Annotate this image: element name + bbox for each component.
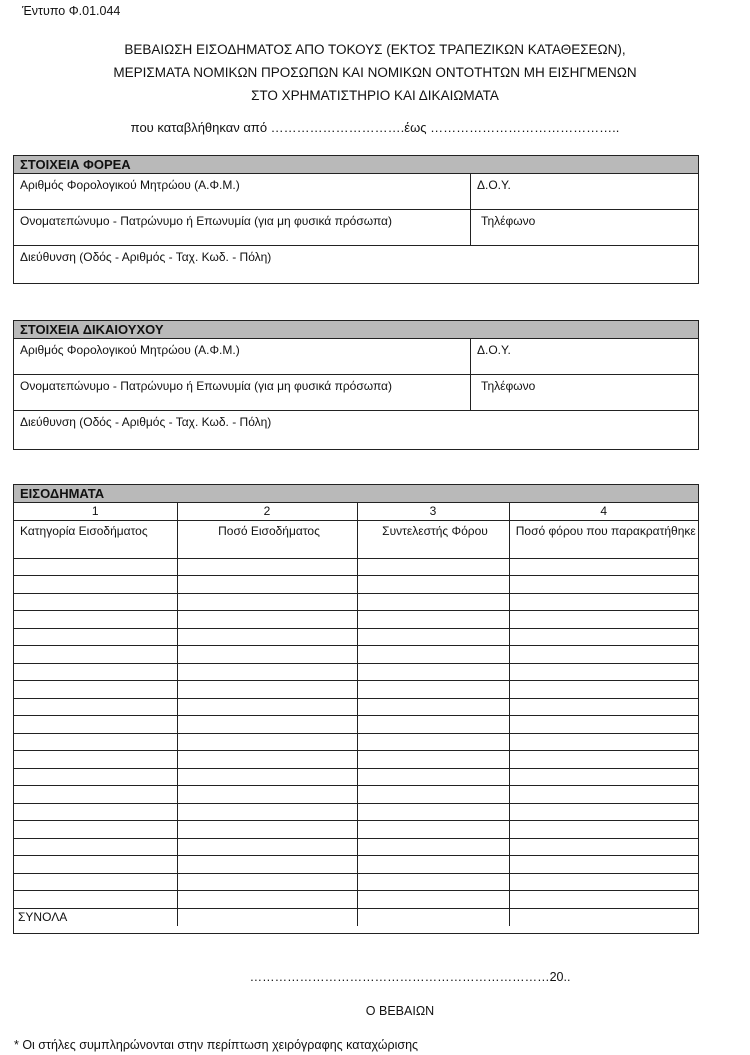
income-entry-row	[14, 611, 698, 629]
payer-phone-field[interactable]: Τηλέφωνο	[470, 210, 698, 245]
income-entry-cell[interactable]	[14, 558, 177, 576]
income-entry-cell[interactable]	[509, 821, 698, 839]
title-line-1: ΒΕΒΑΙΩΣΗ ΕΙΣΟΔΗΜΑΤΟΣ ΑΠΟ ΤΟΚΟΥΣ (ΕΚΤΟΣ ΤΡΑΠΕΖΙΚΩΝ ΚΑΤΑΘΕΣΕΩΝ),	[124, 42, 626, 57]
income-entry-row	[14, 733, 698, 751]
beneficiary-doy-field[interactable]: Δ.Ο.Υ.	[470, 339, 698, 374]
income-entry-cell[interactable]	[177, 681, 357, 699]
totals-cell[interactable]	[509, 908, 698, 926]
income-entry-cell[interactable]	[177, 733, 357, 751]
document-title	[0, 38, 750, 107]
income-entry-row	[14, 838, 698, 856]
income-entry-row	[14, 751, 698, 769]
income-entry-cell[interactable]	[177, 716, 357, 734]
income-entry-cell[interactable]	[509, 576, 698, 594]
income-entry-cell[interactable]	[357, 821, 509, 839]
income-entry-row	[14, 628, 698, 646]
income-entry-cell[interactable]	[357, 663, 509, 681]
income-entry-cell[interactable]	[357, 628, 509, 646]
payer-row-name	[14, 210, 698, 246]
income-entry-cell[interactable]	[509, 698, 698, 716]
payer-doy-field[interactable]: Δ.Ο.Υ.	[470, 174, 698, 209]
title-line-2: ΜΕΡΙΣΜΑΤΑ ΝΟΜΙΚΩΝ ΠΡΟΣΩΠΩΝ ΚΑΙ ΝΟΜΙΚΩΝ ΟΝΤΟΤΗΤΩΝ ΜΗ ΕΙΣΗΓΜΕΝΩΝ	[113, 65, 637, 80]
column-header-tax-rate: Συντελεστής Φόρου	[357, 520, 509, 558]
payer-row-afm	[14, 174, 698, 210]
income-entry-cell[interactable]	[14, 716, 177, 734]
income-entry-cell[interactable]	[177, 856, 357, 874]
payer-section-heading: ΣΤΟΙΧΕΙΑ ΦΟΡΕΑ	[14, 156, 698, 174]
income-entry-row	[14, 716, 698, 734]
income-entry-cell[interactable]	[357, 768, 509, 786]
income-entry-row	[14, 873, 698, 891]
income-entry-cell[interactable]	[177, 768, 357, 786]
income-entry-cell[interactable]	[509, 838, 698, 856]
income-entry-cell[interactable]	[177, 576, 357, 594]
income-entry-cell[interactable]	[14, 663, 177, 681]
income-entry-cell[interactable]	[509, 611, 698, 629]
income-entry-cell[interactable]	[177, 891, 357, 909]
income-entry-cell[interactable]	[357, 873, 509, 891]
income-entry-cell[interactable]	[177, 611, 357, 629]
income-entry-cell[interactable]	[14, 628, 177, 646]
income-entry-cell[interactable]	[509, 768, 698, 786]
income-entry-row	[14, 593, 698, 611]
income-entry-cell[interactable]	[357, 733, 509, 751]
income-entry-row	[14, 698, 698, 716]
income-entry-cell[interactable]	[14, 821, 177, 839]
beneficiary-row-address	[14, 411, 698, 448]
income-entry-cell[interactable]	[509, 856, 698, 874]
beneficiary-section	[13, 320, 699, 450]
income-entry-cell[interactable]	[357, 698, 509, 716]
column-header-income-amount: Ποσό Εισοδήματος	[177, 520, 357, 558]
column-number: 3	[357, 503, 509, 520]
income-entry-cell[interactable]	[177, 698, 357, 716]
form-code: Έντυπο Φ.01.044	[22, 4, 121, 18]
column-header-tax-withheld: Ποσό φόρου που παρακρατήθηκε	[509, 520, 698, 558]
payer-section	[13, 155, 699, 284]
income-entry-cell[interactable]	[509, 628, 698, 646]
income-entry-cell[interactable]	[14, 593, 177, 611]
beneficiary-address-field[interactable]: Διεύθυνση (Οδός - Αριθμός - Ταχ. Κωδ. - Πόλη)	[20, 415, 272, 429]
income-entry-cell[interactable]	[357, 838, 509, 856]
income-entry-cell[interactable]	[357, 558, 509, 576]
income-entry-cell[interactable]	[357, 611, 509, 629]
column-number-row	[14, 503, 698, 520]
income-entry-row	[14, 786, 698, 804]
income-entry-cell[interactable]	[177, 646, 357, 664]
income-entry-cell[interactable]	[509, 663, 698, 681]
income-entry-cell[interactable]	[509, 873, 698, 891]
income-entry-cell[interactable]	[14, 681, 177, 699]
income-table	[14, 503, 698, 926]
income-entry-cell[interactable]	[509, 716, 698, 734]
income-entry-cell[interactable]	[177, 751, 357, 769]
income-entry-cell[interactable]	[177, 628, 357, 646]
income-entry-cell[interactable]	[509, 646, 698, 664]
income-entry-cell[interactable]	[509, 891, 698, 909]
income-entry-row	[14, 768, 698, 786]
payer-name-field[interactable]: Ονοματεπώνυμο - Πατρώνυμο ή Επωνυμία (για μη φυσικά πρόσωπα)	[20, 214, 392, 228]
income-entry-cell[interactable]	[177, 786, 357, 804]
income-entry-row	[14, 821, 698, 839]
income-entry-cell[interactable]	[14, 803, 177, 821]
title-line-3: ΣΤΟ ΧΡΗΜΑΤΙΣΤΗΡΙΟ ΚΑΙ ΔΙΚΑΙΩΜΑΤΑ	[251, 88, 499, 103]
payer-afm-field[interactable]: Αριθμός Φορολογικού Μητρώου (Α.Φ.Μ.)	[20, 178, 240, 192]
income-entry-cell[interactable]	[357, 681, 509, 699]
income-entry-cell[interactable]	[14, 733, 177, 751]
income-entry-cell[interactable]	[14, 873, 177, 891]
income-entry-row	[14, 663, 698, 681]
beneficiary-name-field[interactable]: Ονοματεπώνυμο - Πατρώνυμο ή Επωνυμία (για μη φυσικά πρόσωπα)	[20, 379, 392, 393]
income-entry-row	[14, 803, 698, 821]
income-entry-cell[interactable]	[177, 663, 357, 681]
income-entry-cell[interactable]	[14, 856, 177, 874]
income-entry-cell[interactable]	[14, 611, 177, 629]
income-entry-cell[interactable]	[509, 803, 698, 821]
income-entry-cell[interactable]	[177, 593, 357, 611]
payer-address-field[interactable]: Διεύθυνση (Οδός - Αριθμός - Ταχ. Κωδ. - Πόλη)	[20, 250, 272, 264]
income-entry-cell[interactable]	[14, 891, 177, 909]
totals-cell[interactable]	[357, 908, 509, 926]
income-entry-cell[interactable]	[14, 751, 177, 769]
income-entry-cell[interactable]	[509, 558, 698, 576]
column-header-row	[14, 520, 698, 558]
income-entry-cell[interactable]	[509, 681, 698, 699]
income-entry-cell[interactable]	[357, 576, 509, 594]
payer-row-address	[14, 246, 698, 283]
income-entry-cell[interactable]	[14, 646, 177, 664]
income-entry-row	[14, 891, 698, 909]
income-entry-cell[interactable]	[357, 803, 509, 821]
income-entry-cell[interactable]	[14, 838, 177, 856]
income-entry-cell[interactable]	[509, 786, 698, 804]
column-header-income-category: Κατηγορία Εισοδήματος	[14, 520, 177, 558]
beneficiary-afm-field[interactable]: Αριθμός Φορολογικού Μητρώου (Α.Φ.Μ.)	[20, 343, 240, 357]
column-number: 2	[177, 503, 357, 520]
income-entry-cell[interactable]	[177, 803, 357, 821]
payment-period: που καταβλήθηκαν από ………………………….έως ……………………………………..	[130, 120, 620, 135]
totals-cell[interactable]	[177, 908, 357, 926]
beneficiary-section-heading: ΣΤΟΙΧΕΙΑ ΔΙΚΑΙΟΥΧΟΥ	[14, 321, 698, 339]
income-entry-cell[interactable]	[177, 873, 357, 891]
totals-label: ΣΥΝΟΛΑ	[14, 908, 177, 926]
footnote: * Οι στήλες συμπληρώνονται στην περίπτωση χειρόγραφης καταχώρισης	[14, 1038, 419, 1052]
income-entry-cell[interactable]	[177, 558, 357, 576]
column-number: 1	[14, 503, 177, 520]
income-entry-cell[interactable]	[357, 716, 509, 734]
beneficiary-phone-field[interactable]: Τηλέφωνο	[470, 375, 698, 410]
income-entry-row	[14, 646, 698, 664]
income-entry-cell[interactable]	[14, 698, 177, 716]
income-entry-row	[14, 856, 698, 874]
totals-row	[14, 908, 698, 926]
income-entry-row	[14, 681, 698, 699]
income-entry-cell[interactable]	[14, 576, 177, 594]
income-entry-row	[14, 558, 698, 576]
income-entry-cell[interactable]	[177, 838, 357, 856]
income-entry-cell[interactable]	[357, 891, 509, 909]
income-entry-row	[14, 576, 698, 594]
income-entry-cell[interactable]	[14, 786, 177, 804]
income-section-heading: ΕΙΣΟΔΗΜΑΤΑ	[14, 485, 698, 503]
income-entry-cell[interactable]	[509, 593, 698, 611]
date-line[interactable]: ………………………………………………………………20..	[249, 970, 571, 984]
beneficiary-row-afm	[14, 339, 698, 375]
income-entry-cell[interactable]	[357, 856, 509, 874]
column-number: 4	[509, 503, 698, 520]
income-entry-cell[interactable]	[509, 733, 698, 751]
income-section	[13, 484, 699, 934]
certifier-label: Ο ΒΕΒΑΙΩΝ	[365, 1004, 435, 1018]
income-entry-cell[interactable]	[357, 786, 509, 804]
income-entry-cell[interactable]	[357, 646, 509, 664]
income-entry-cell[interactable]	[509, 751, 698, 769]
beneficiary-row-name	[14, 375, 698, 411]
income-entry-cell[interactable]	[14, 768, 177, 786]
income-entry-cell[interactable]	[357, 751, 509, 769]
income-entry-cell[interactable]	[177, 821, 357, 839]
income-entry-cell[interactable]	[357, 593, 509, 611]
